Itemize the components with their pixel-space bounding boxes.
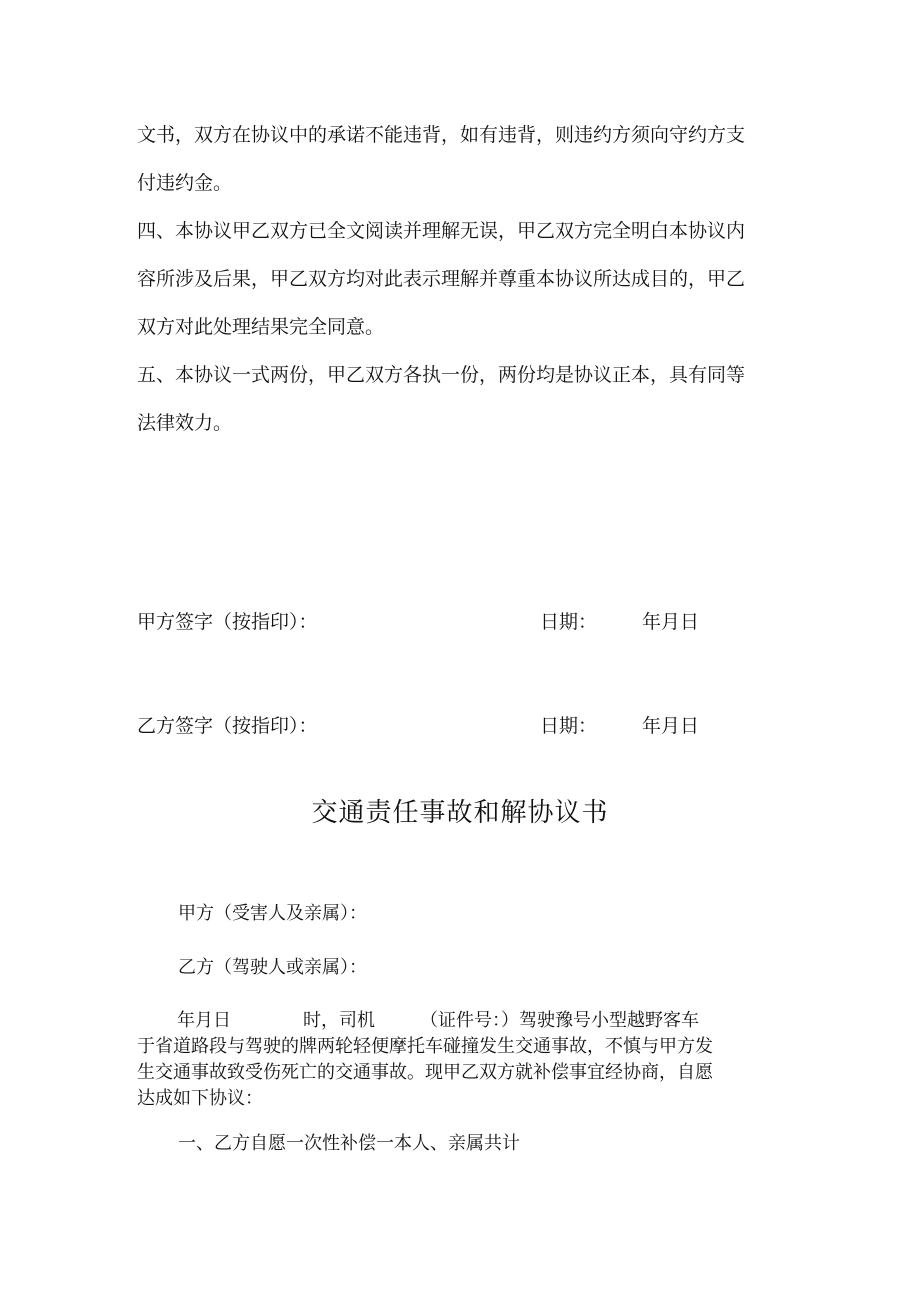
body-line: 于省道路段与驾驶的牌两轮轻便摩托车碰撞发生交通事故，不慎与甲方发 <box>137 1036 713 1057</box>
signature-label: 甲方签字（按指印）： <box>137 611 318 633</box>
text-line: 双方对此处理结果完全同意。 <box>137 316 385 338</box>
party-b-line: 乙方（驾驶人或亲属）： <box>178 957 367 978</box>
text-line: 文书，双方在协议中的承诺不能违背，如有违背，则违约方须向守约方支 <box>137 124 746 146</box>
signature-row-party-a <box>137 608 817 636</box>
body-line: 年月日 时，司机 （证件号：）驾驶豫号小型越野客车 <box>177 1010 699 1031</box>
text-line: 付违约金。 <box>137 172 233 194</box>
text-line: 容所涉及后果，甲乙双方均对此表示理解并尊重本协议所达成目的，甲乙 <box>137 268 746 290</box>
clause-5-line: 五、本协议一式两份，甲乙双方各执一份，两份均是协议正本，具有同等 <box>137 364 746 386</box>
date-value: 年月日 <box>642 611 700 633</box>
date-label: 日期： <box>540 715 598 737</box>
date-label: 日期： <box>540 611 598 633</box>
body-line: 达成如下协议： <box>137 1088 263 1109</box>
agreement-body <box>137 1008 787 1112</box>
agreement-title: 交通责任事故和解协议书 <box>311 798 609 828</box>
date-value: 年月日 <box>642 715 700 737</box>
clause-4-line: 四、本协议甲乙双方已全文阅读并理解无误，甲乙双方完全明白本协议内 <box>137 220 746 242</box>
text-line: 法律效力。 <box>137 412 233 434</box>
signature-row-party-b <box>137 712 817 740</box>
party-a-line: 甲方（受害人及亲属）： <box>178 903 367 924</box>
body-line: 生交通事故致受伤死亡的交通事故。现甲乙双方就补偿事宜经协商，自愿 <box>137 1062 713 1083</box>
clause-1-line: 一、乙方自愿一次性补偿一本人、亲属共计 <box>178 1133 520 1154</box>
signature-label: 乙方签字（按指印）： <box>137 715 318 737</box>
